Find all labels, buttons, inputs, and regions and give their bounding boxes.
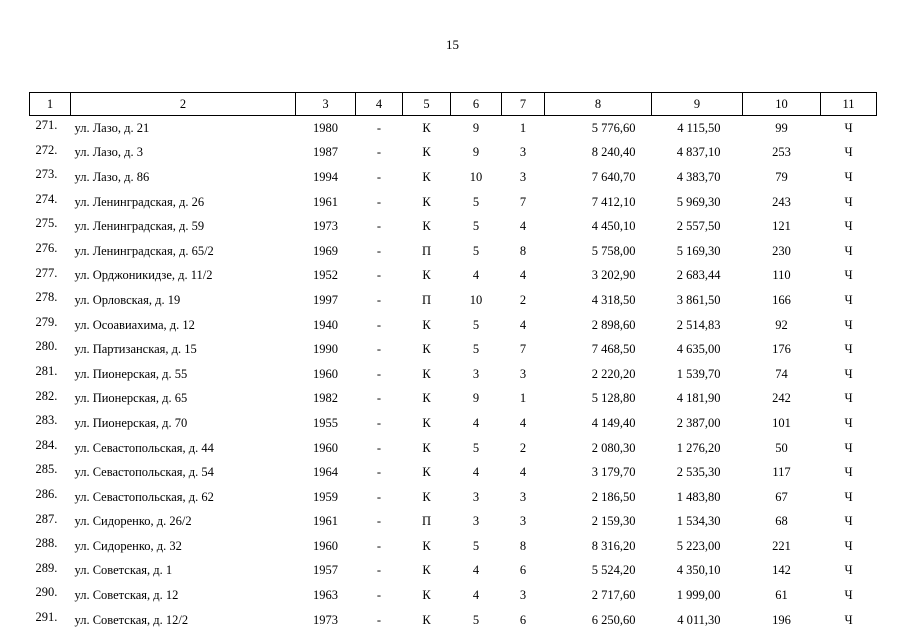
residents: 221 xyxy=(772,538,791,553)
year-built: 1955 xyxy=(313,415,338,430)
column-4-value: - xyxy=(376,391,382,406)
entrances: 3 xyxy=(519,489,527,504)
floors: 10 xyxy=(469,292,483,307)
wall-material: К xyxy=(422,268,431,283)
category: Ч xyxy=(844,514,853,529)
living-area: 3 861,50 xyxy=(676,292,721,307)
year-built: 1973 xyxy=(313,612,338,627)
year-built: 1969 xyxy=(313,243,338,258)
entrances: 1 xyxy=(519,391,527,406)
entrances: 3 xyxy=(519,145,527,160)
residents: 99 xyxy=(775,120,788,135)
table-row xyxy=(30,485,877,510)
living-area: 4 635,00 xyxy=(676,342,721,357)
total-area: 5 758,00 xyxy=(591,243,636,258)
wall-material: К xyxy=(422,219,431,234)
total-area: 8 316,20 xyxy=(591,538,636,553)
residents: 101 xyxy=(772,415,791,430)
floors: 5 xyxy=(472,194,480,209)
address: ул. Пионерская, д. 55 xyxy=(74,366,188,381)
residents: 196 xyxy=(772,612,791,627)
table-row xyxy=(30,534,877,559)
entrances: 4 xyxy=(519,317,527,332)
wall-material: К xyxy=(422,612,431,627)
wall-material: К xyxy=(422,489,431,504)
category: Ч xyxy=(844,342,853,357)
address: ул. Сидоренко, д. 26/2 xyxy=(74,514,192,529)
column-4-value: - xyxy=(376,514,382,529)
entrances: 8 xyxy=(519,243,527,258)
total-area: 8 240,40 xyxy=(591,145,636,160)
column-header-10: 10 xyxy=(743,93,821,116)
residents: 74 xyxy=(775,366,788,381)
table-row xyxy=(30,436,877,461)
column-header-2: 2 xyxy=(71,93,296,116)
floors: 4 xyxy=(472,415,480,430)
wall-material: К xyxy=(422,169,431,184)
row-number: 278. xyxy=(35,290,58,305)
address: ул. Севастопольская, д. 44 xyxy=(74,440,214,455)
wall-material: К xyxy=(422,415,431,430)
column-4-value: - xyxy=(376,145,382,160)
row-number: 274. xyxy=(35,191,58,206)
column-4-value: - xyxy=(376,219,382,234)
living-area: 1 483,80 xyxy=(676,489,721,504)
column-4-value: - xyxy=(376,317,382,332)
column-4-value: - xyxy=(376,440,382,455)
residents: 166 xyxy=(772,292,791,307)
table-row xyxy=(30,510,877,535)
table-row xyxy=(30,141,877,166)
address: ул. Орджоникидзе, д. 11/2 xyxy=(74,268,213,283)
wall-material: К xyxy=(422,317,431,332)
total-area: 5 128,80 xyxy=(591,391,636,406)
residents: 176 xyxy=(772,342,791,357)
address: ул. Ленинградская, д. 26 xyxy=(74,194,205,209)
floors: 3 xyxy=(472,514,480,529)
residents: 117 xyxy=(772,465,791,480)
floors: 9 xyxy=(472,120,480,135)
year-built: 1960 xyxy=(313,538,338,553)
living-area: 4 350,10 xyxy=(676,563,721,578)
year-built: 1980 xyxy=(313,120,338,135)
address: ул. Лазо, д. 3 xyxy=(74,145,143,160)
total-area: 2 080,30 xyxy=(591,440,636,455)
year-built: 1982 xyxy=(313,391,338,406)
year-built: 1997 xyxy=(313,292,338,307)
wall-material: К xyxy=(422,145,431,160)
column-4-value: - xyxy=(376,563,382,578)
column-4-value: - xyxy=(376,415,382,430)
year-built: 1990 xyxy=(313,342,338,357)
category: Ч xyxy=(844,194,853,209)
column-header-4: 4 xyxy=(356,93,403,116)
residents: 68 xyxy=(775,514,788,529)
page-number: 15 xyxy=(446,37,459,52)
total-area: 7 640,70 xyxy=(591,169,636,184)
entrances: 4 xyxy=(519,219,527,234)
column-header-3: 3 xyxy=(296,93,356,116)
column-4-value: - xyxy=(376,612,382,627)
entrances: 3 xyxy=(519,588,527,603)
living-area: 2 557,50 xyxy=(676,219,721,234)
row-number: 279. xyxy=(35,314,58,329)
living-area: 4 181,90 xyxy=(676,391,721,406)
year-built: 1963 xyxy=(313,588,338,603)
column-4-value: - xyxy=(376,120,382,135)
column-header-9: 9 xyxy=(652,93,743,116)
row-number: 273. xyxy=(35,167,58,182)
table-row xyxy=(30,460,877,485)
address: ул. Сидоренко, д. 32 xyxy=(74,538,182,553)
entrances: 1 xyxy=(519,120,527,135)
living-area: 2 683,44 xyxy=(676,268,721,283)
year-built: 1994 xyxy=(313,169,338,184)
living-area: 5 169,30 xyxy=(676,243,721,258)
entrances: 8 xyxy=(519,538,527,553)
table-row xyxy=(30,190,877,215)
wall-material: К xyxy=(422,120,431,135)
entrances: 6 xyxy=(519,612,527,627)
living-area: 2 535,30 xyxy=(676,465,721,480)
entrances: 3 xyxy=(519,514,527,529)
address: ул. Севастопольская, д. 54 xyxy=(74,465,214,480)
row-number: 277. xyxy=(35,265,58,280)
category: Ч xyxy=(844,440,853,455)
residents: 50 xyxy=(775,440,788,455)
table-row xyxy=(30,387,877,412)
address: ул. Советская, д. 12/2 xyxy=(74,612,189,627)
entrances: 3 xyxy=(519,169,527,184)
address: ул. Осоавиахима, д. 12 xyxy=(74,317,195,332)
total-area: 4 450,10 xyxy=(591,219,636,234)
category: Ч xyxy=(844,366,853,381)
table-row xyxy=(30,165,877,190)
category: Ч xyxy=(844,292,853,307)
table-row xyxy=(30,337,877,362)
living-area: 1 276,20 xyxy=(676,440,721,455)
wall-material: К xyxy=(422,194,431,209)
wall-material: К xyxy=(422,588,431,603)
category: Ч xyxy=(844,588,853,603)
table-row xyxy=(30,264,877,289)
total-area: 5 524,20 xyxy=(591,563,636,578)
year-built: 1961 xyxy=(313,194,338,209)
category: Ч xyxy=(844,465,853,480)
floors: 9 xyxy=(472,145,480,160)
year-built: 1964 xyxy=(313,465,338,480)
table-row xyxy=(30,411,877,436)
entrances: 4 xyxy=(519,465,527,480)
column-4-value: - xyxy=(376,538,382,553)
address: ул. Ленинградская, д. 59 xyxy=(74,219,205,234)
floors: 3 xyxy=(472,489,480,504)
entrances: 4 xyxy=(519,268,527,283)
category: Ч xyxy=(844,219,853,234)
year-built: 1959 xyxy=(313,489,338,504)
category: Ч xyxy=(844,120,853,135)
floors: 4 xyxy=(472,465,480,480)
wall-material: К xyxy=(422,391,431,406)
living-area: 4 837,10 xyxy=(676,145,721,160)
living-area: 1 534,30 xyxy=(676,514,721,529)
row-number: 291. xyxy=(35,609,58,624)
category: Ч xyxy=(844,145,853,160)
residents: 230 xyxy=(772,243,791,258)
address: ул. Орловская, д. 19 xyxy=(74,292,181,307)
entrances: 3 xyxy=(519,366,527,381)
residents: 243 xyxy=(772,194,791,209)
total-area: 3 179,70 xyxy=(591,465,636,480)
floors: 5 xyxy=(472,219,480,234)
address: ул. Советская, д. 12 xyxy=(74,588,179,603)
address: ул. Лазо, д. 21 xyxy=(74,120,150,135)
address: ул. Ленинградская, д. 65/2 xyxy=(74,243,214,258)
table-row xyxy=(30,559,877,584)
living-area: 5 969,30 xyxy=(676,194,721,209)
total-area: 6 250,60 xyxy=(591,612,636,627)
wall-material: П xyxy=(421,243,432,258)
floors: 5 xyxy=(472,612,480,627)
year-built: 1952 xyxy=(313,268,338,283)
wall-material: К xyxy=(422,465,431,480)
residents: 67 xyxy=(775,489,788,504)
category: Ч xyxy=(844,268,853,283)
row-number: 280. xyxy=(35,339,58,354)
floors: 5 xyxy=(472,243,480,258)
residents: 242 xyxy=(772,391,791,406)
row-number: 272. xyxy=(35,142,58,157)
address: ул. Пионерская, д. 65 xyxy=(74,391,188,406)
residents: 92 xyxy=(775,317,788,332)
table-row xyxy=(30,583,877,608)
total-area: 2 186,50 xyxy=(591,489,636,504)
row-number: 283. xyxy=(35,413,58,428)
table-row xyxy=(30,608,877,633)
column-header-11: 11 xyxy=(821,93,877,116)
category: Ч xyxy=(844,563,853,578)
row-number: 275. xyxy=(35,216,58,231)
year-built: 1961 xyxy=(313,514,338,529)
row-number: 285. xyxy=(35,462,58,477)
floors: 3 xyxy=(472,366,480,381)
address: ул. Пионерская, д. 70 xyxy=(74,415,188,430)
address: ул. Лазо, д. 86 xyxy=(74,169,150,184)
wall-material: П xyxy=(421,514,432,529)
total-area: 2 717,60 xyxy=(591,588,636,603)
row-number: 284. xyxy=(35,437,58,452)
table-body xyxy=(30,116,877,633)
entrances: 4 xyxy=(519,415,527,430)
address: ул. Партизанская, д. 15 xyxy=(74,342,197,357)
category: Ч xyxy=(844,169,853,184)
living-area: 4 011,30 xyxy=(677,612,721,627)
entrances: 2 xyxy=(519,292,527,307)
column-header-1: 1 xyxy=(30,93,71,116)
category: Ч xyxy=(844,538,853,553)
column-header-5: 5 xyxy=(403,93,451,116)
living-area: 5 223,00 xyxy=(676,538,721,553)
table-row xyxy=(30,313,877,338)
total-area: 2 159,30 xyxy=(591,514,636,529)
row-number: 287. xyxy=(35,511,58,526)
residents: 121 xyxy=(772,219,791,234)
address: ул. Севастопольская, д. 62 xyxy=(74,489,214,504)
total-area: 2 898,60 xyxy=(591,317,636,332)
year-built: 1973 xyxy=(313,219,338,234)
row-number: 281. xyxy=(35,363,58,378)
total-area: 7 468,50 xyxy=(591,342,636,357)
category: Ч xyxy=(844,415,853,430)
living-area: 2 387,00 xyxy=(676,415,721,430)
residents: 142 xyxy=(772,563,791,578)
column-4-value: - xyxy=(376,194,382,209)
column-4-value: - xyxy=(376,243,382,258)
wall-material: К xyxy=(422,538,431,553)
wall-material: К xyxy=(422,563,431,578)
category: Ч xyxy=(844,391,853,406)
wall-material: П xyxy=(421,292,432,307)
year-built: 1957 xyxy=(313,563,338,578)
residents: 110 xyxy=(772,268,791,283)
total-area: 3 202,90 xyxy=(591,268,636,283)
entrances: 7 xyxy=(519,342,527,357)
floors: 10 xyxy=(469,169,483,184)
total-area: 5 776,60 xyxy=(591,120,636,135)
residents: 61 xyxy=(775,588,788,603)
wall-material: К xyxy=(422,342,431,357)
table-row xyxy=(30,288,877,313)
total-area: 4 318,50 xyxy=(591,292,636,307)
wall-material: К xyxy=(422,366,431,381)
column-4-value: - xyxy=(376,465,382,480)
column-4-value: - xyxy=(376,342,382,357)
row-number: 282. xyxy=(35,388,58,403)
category: Ч xyxy=(844,243,853,258)
header-row xyxy=(30,93,877,116)
living-area: 2 514,83 xyxy=(676,317,721,332)
floors: 4 xyxy=(472,588,480,603)
floors: 4 xyxy=(472,268,480,283)
column-4-value: - xyxy=(376,268,382,283)
column-4-value: - xyxy=(376,588,382,603)
table-row xyxy=(30,214,877,239)
year-built: 1960 xyxy=(313,440,338,455)
row-number: 289. xyxy=(35,560,58,575)
year-built: 1987 xyxy=(313,145,338,160)
row-number: 271. xyxy=(35,118,58,132)
column-4-value: - xyxy=(376,366,382,381)
entrances: 6 xyxy=(519,563,527,578)
row-number: 276. xyxy=(35,240,58,255)
housing-registry-table xyxy=(29,92,877,632)
floors: 9 xyxy=(472,391,480,406)
column-4-value: - xyxy=(376,489,382,504)
wall-material: К xyxy=(422,440,431,455)
column-header-8: 8 xyxy=(545,93,652,116)
entrances: 2 xyxy=(519,440,527,455)
category: Ч xyxy=(844,612,853,627)
residents: 79 xyxy=(775,169,788,184)
column-4-value: - xyxy=(376,169,382,184)
living-area: 1 539,70 xyxy=(676,366,721,381)
living-area: 4 115,50 xyxy=(677,120,721,135)
table-row xyxy=(30,362,877,387)
year-built: 1940 xyxy=(313,317,338,332)
column-4-value: - xyxy=(376,292,382,307)
floors: 4 xyxy=(472,563,480,578)
floors: 5 xyxy=(472,440,480,455)
total-area: 2 220,20 xyxy=(591,366,636,381)
row-number: 288. xyxy=(35,536,58,551)
floors: 5 xyxy=(472,317,480,332)
total-area: 7 412,10 xyxy=(591,194,636,209)
row-number: 290. xyxy=(35,585,58,600)
floors: 5 xyxy=(472,538,480,553)
address: ул. Советская, д. 1 xyxy=(74,563,173,578)
table-row xyxy=(30,116,877,141)
table-row xyxy=(30,239,877,264)
column-header-6: 6 xyxy=(451,93,502,116)
residents: 253 xyxy=(772,145,791,160)
entrances: 7 xyxy=(519,194,527,209)
category: Ч xyxy=(844,489,853,504)
living-area: 4 383,70 xyxy=(676,169,721,184)
year-built: 1960 xyxy=(313,366,338,381)
table-header xyxy=(30,93,877,116)
total-area: 4 149,40 xyxy=(591,415,636,430)
row-number: 286. xyxy=(35,486,58,501)
floors: 5 xyxy=(472,342,480,357)
category: Ч xyxy=(844,317,853,332)
living-area: 1 999,00 xyxy=(676,588,721,603)
column-header-7: 7 xyxy=(502,93,545,116)
